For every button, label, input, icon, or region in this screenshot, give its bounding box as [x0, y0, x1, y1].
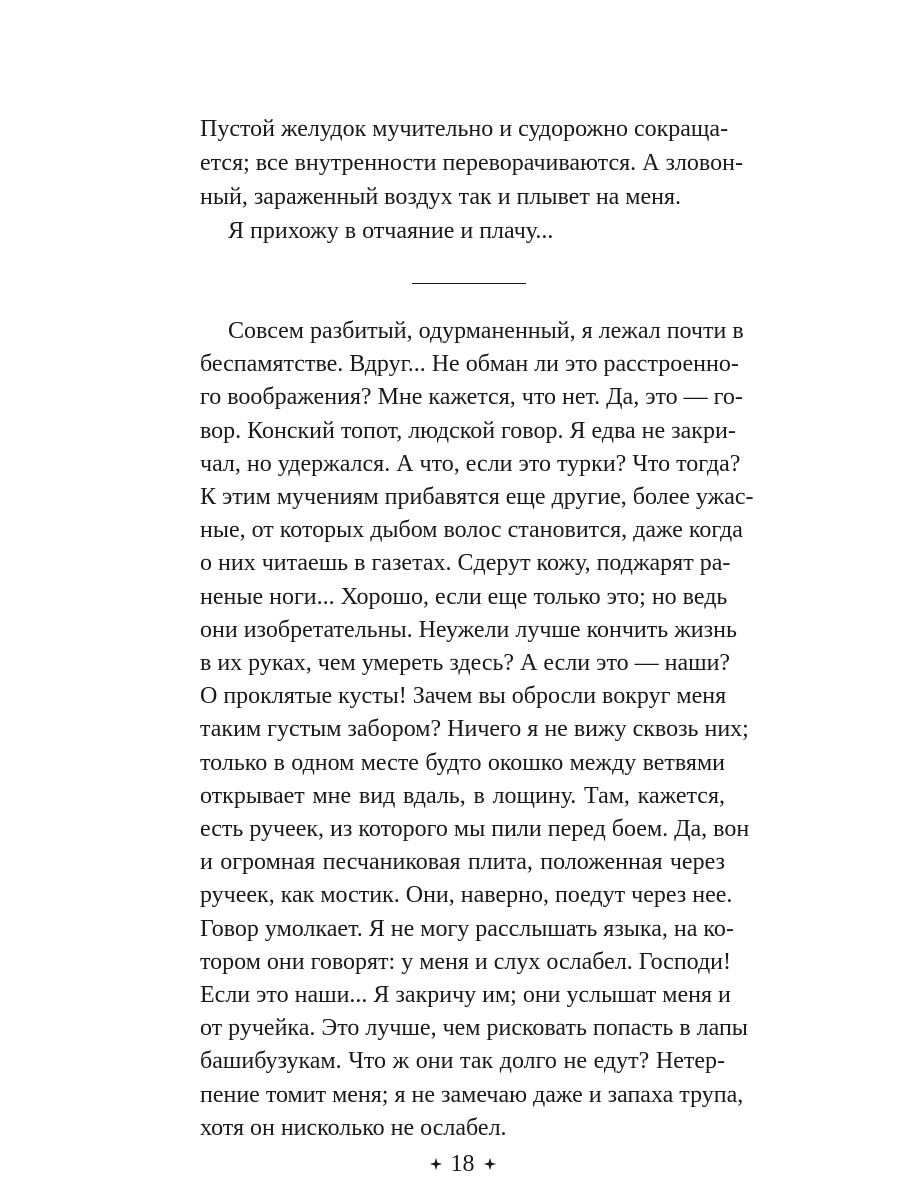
paragraph-3-line-9: неные ноги... Хорошо, если еще только это; но ведь — [200, 583, 728, 610]
paragraph-3-line-19: Говор умолкает. Я не могу расслышать языка, на ко- — [200, 915, 734, 942]
four-point-star-icon — [483, 1157, 497, 1171]
paragraph-3-line-6: К этим мучениям прибавятся еще другие, более ужас- — [200, 484, 754, 510]
paragraph-3-line-20: тором они говорят: у меня и слух ослабел. Господи! — [200, 948, 732, 975]
paragraph-3-line-15: открывает мне вид вдаль, в лощину. Там, кажется, — [200, 782, 725, 809]
book-page — [200, 0, 754, 1200]
paragraph-3-line-23: башибузукам. Что ж они так долго не едут? Нетер- — [200, 1048, 725, 1075]
page-number: 18 — [450, 1150, 475, 1177]
paragraph-3-line-11: в их руках, чем умереть здесь? А если это — наши? — [200, 650, 731, 676]
paragraph-3-line-25: хотя он нисколько не ослабел. — [200, 1114, 507, 1141]
paragraph-3-line-7: ные, от которых дыбом волос становится, даже когда — [200, 517, 743, 544]
paragraph-3-line-18: ручеек, как мостик. Они, наверно, поедут через нее. — [200, 882, 733, 909]
paragraph-3-line-21: Если это наши... Я закричу им; они услышат меня и — [200, 982, 731, 1008]
four-point-star-icon — [429, 1157, 443, 1171]
paragraph-3-line-4: вор. Конский топот, людской говор. Я едва не закри- — [200, 417, 736, 444]
paragraph-3-line-16: есть ручеек, из которого мы пили перед боем. Да, вон — [200, 816, 750, 842]
paragraph-3-line-3: го воображения? Мне кажется, что нет. Да, это — го- — [200, 384, 743, 411]
page-footer — [200, 1149, 725, 1179]
paragraph-1-line-2: ется; все внутренности переворачиваются. А зловон- — [200, 150, 743, 176]
paragraph-3-line-5: чал, но удержался. А что, если это турки? Что тогда? — [200, 450, 741, 477]
paragraph-1-line-1: Пустой желудок мучительно и судорожно сокраща- — [200, 116, 729, 142]
paragraph-3-line-17: и огромная песчаниковая плита, положенная через — [200, 849, 725, 876]
section-separator — [412, 283, 526, 284]
paragraph-3-line-12: О проклятые кусты! Зачем вы обросли вокруг меня — [200, 683, 727, 710]
paragraph-3-line-8: о них читаешь в газетах. Сдерут кожу, поджарят ра- — [200, 550, 731, 577]
paragraph-3-line-2: беспамятстве. Вдруг... Не обман ли это расстроенно- — [200, 351, 739, 378]
paragraph-3-line-10: они изобретательны. Неужели лучше кончить жизнь — [200, 616, 737, 643]
paragraph-3-line-1: Совсем разбитый, одурманенный, я лежал почти в — [228, 318, 744, 344]
paragraph-3-line-24: пение томит меня; я не замечаю даже и запаха трупа, — [200, 1081, 744, 1108]
paragraph-2-line-1: Я прихожу в отчаяние и плачу... — [228, 218, 554, 244]
paragraph-1-line-3: ный, зараженный воздух так и плывет на меня. — [200, 184, 682, 210]
paragraph-3-line-22: от ручейка. Это лучше, чем рисковать попасть в лапы — [200, 1015, 748, 1042]
paragraph-3-line-14: только в одном месте будто окошко между ветвями — [200, 749, 725, 776]
paragraph-3-line-13: таким густым забором? Ничего я не вижу сквозь них; — [200, 716, 749, 743]
